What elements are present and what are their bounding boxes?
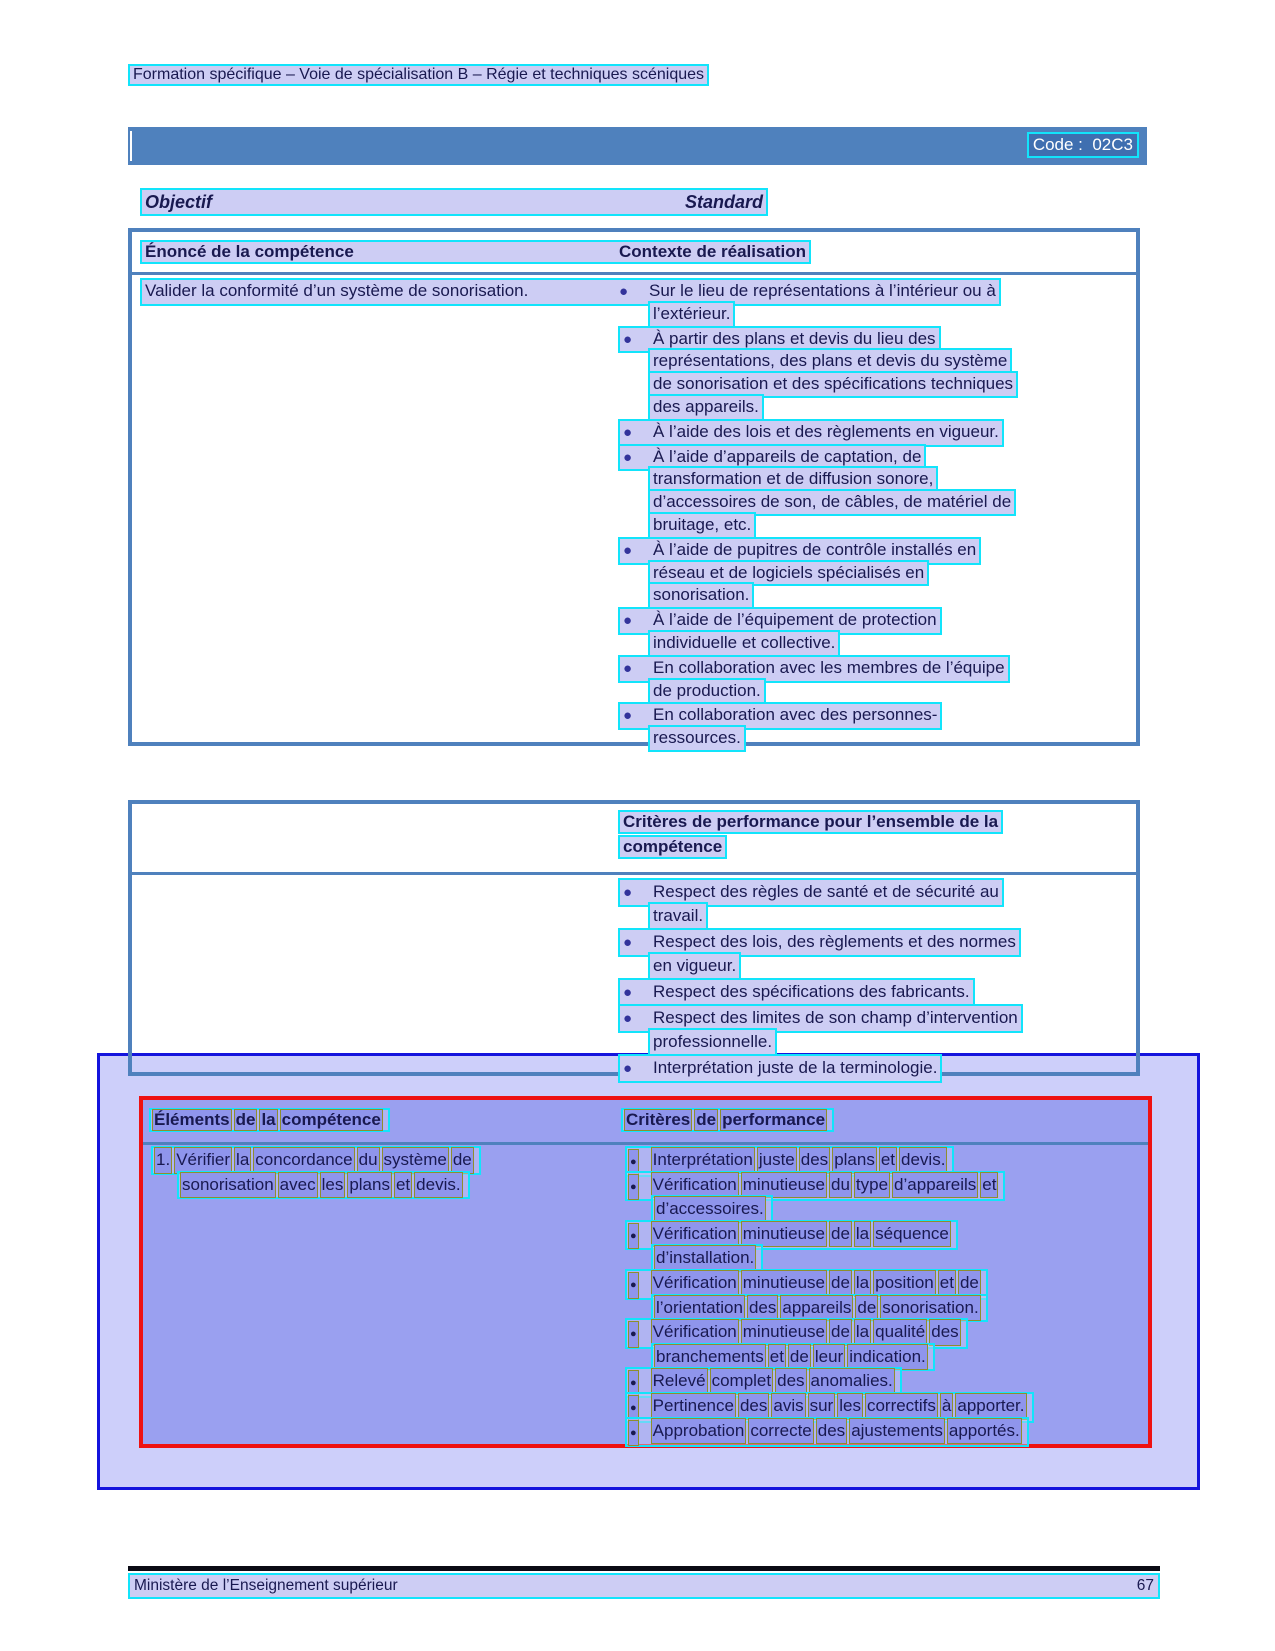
bullet-icon: ● — [629, 1150, 638, 1175]
line-highlight: ● À l’aide de pupitres de contrôle installés en — [618, 537, 981, 565]
elements-table-header — [149, 1108, 1139, 1132]
bullet-item — [132, 607, 1136, 653]
text-cursor — [130, 131, 132, 161]
word-box: la — [261, 1110, 276, 1129]
word-box: juste — [758, 1148, 796, 1173]
word-box: Vérifier — [175, 1148, 231, 1173]
objectif-standard-row — [140, 188, 768, 216]
word-box: ajustements — [850, 1419, 944, 1444]
bullet-icon: ● — [629, 1224, 638, 1249]
word-box: Vérification — [652, 1271, 738, 1296]
line-highlight: ● À l’aide des lois et des règlements en vigueur. — [618, 419, 1004, 447]
word-box: apporter. — [956, 1394, 1025, 1419]
word-box: de — [830, 1271, 851, 1296]
word-box: de — [959, 1271, 980, 1296]
bullet-item — [132, 978, 1136, 1002]
word-box: minutieuse — [742, 1222, 826, 1247]
competence-context-table — [128, 228, 1140, 746]
word-box: Pertinence — [652, 1394, 735, 1419]
word-box: compétence — [281, 1110, 381, 1129]
bullet-icon: ● — [623, 984, 633, 1001]
bullet-item — [132, 444, 1136, 535]
bullet-icon: ● — [623, 541, 633, 559]
word-box: des — [739, 1394, 768, 1419]
word-box: qualité — [874, 1320, 926, 1345]
word-box: les — [321, 1173, 345, 1198]
table1-context-bullets — [132, 278, 1136, 750]
word-box: des — [930, 1320, 959, 1345]
bullet-icon: ● — [623, 1060, 633, 1077]
bullet-icon: ● — [623, 1010, 633, 1027]
word-box: et — [939, 1271, 955, 1296]
line-highlight: des appareils. — [648, 394, 764, 421]
word-box: avis — [772, 1394, 804, 1419]
bullet-line — [618, 878, 1136, 902]
word-box: Vérification — [652, 1222, 738, 1247]
word-box: 1. — [155, 1148, 171, 1173]
word-box: à — [941, 1394, 952, 1419]
table2-criteria-bullets — [132, 878, 1136, 1080]
line-highlight: ressources. — [648, 725, 746, 752]
criteria-line — [625, 1269, 1148, 1294]
word-box: de — [856, 1296, 877, 1321]
word-box: concordance — [254, 1148, 353, 1173]
running-head-text: Formation spécifique – Voie de spécialisation B – Régie et techniques scéniques — [128, 64, 709, 86]
word-box: Vérification — [652, 1320, 738, 1345]
bullet-line — [618, 326, 1136, 349]
bullet-line — [618, 978, 1136, 1002]
bullet-icon: ● — [623, 707, 633, 725]
bullet-line — [648, 371, 1136, 394]
bullet-line — [140, 278, 1136, 301]
word-box: anomalies. — [810, 1369, 894, 1394]
line-highlight: réseau et de logiciels spécialisés en — [648, 560, 929, 587]
bullet-line — [618, 1054, 1136, 1078]
criteria-line — [625, 1220, 1148, 1245]
word-box: de — [452, 1148, 473, 1173]
word-box: des — [800, 1148, 829, 1173]
bullet-item — [132, 878, 1136, 926]
line-highlight: bruitage, etc. — [648, 512, 756, 539]
bullet-icon: ● — [623, 659, 633, 677]
elements-header-left — [149, 1108, 390, 1132]
bullet-icon: ● — [629, 1322, 638, 1347]
bullet-line — [618, 655, 1136, 678]
criteria-line — [625, 1367, 1148, 1392]
line-highlight: ● À l’aide d’appareils de captation, de — [618, 444, 926, 472]
elements-header-divider — [143, 1142, 1148, 1145]
bullet-line — [618, 419, 1136, 442]
line-highlight — [625, 1417, 1029, 1448]
bullet-item — [132, 928, 1136, 976]
criteria-line — [625, 1318, 1148, 1343]
bullet-icon: ● — [629, 1396, 638, 1421]
elements-table — [139, 1096, 1152, 1448]
bullet-icon: ● — [629, 1273, 638, 1298]
word-box: plans — [348, 1173, 391, 1198]
word-box: complet — [711, 1369, 773, 1394]
word-box: avec — [279, 1173, 317, 1198]
word-box: apportés. — [948, 1419, 1021, 1444]
word-box: appareils — [781, 1296, 852, 1321]
criteria-line — [625, 1417, 1148, 1442]
line-highlight: travail. — [648, 902, 708, 930]
line-highlight: professionnelle. — [648, 1028, 777, 1056]
footer — [128, 1573, 1160, 1599]
word-box: et — [395, 1173, 411, 1198]
line-highlight: de production. — [648, 678, 766, 705]
line-highlight: ● En collaboration avec les membres de l’équipe — [618, 655, 1010, 683]
line-highlight: ● À partir des plans et devis du lieu des — [618, 326, 941, 354]
word-box: Critères — [626, 1110, 691, 1129]
bullet-icon: ● — [629, 1421, 638, 1446]
line-highlight: d’accessoires de son, de câbles, de matériel de — [648, 489, 1016, 516]
line-highlight: sonorisation. — [648, 582, 754, 609]
criteria-line — [625, 1171, 1148, 1196]
footer-rule — [128, 1566, 1160, 1571]
bullet-item — [132, 655, 1136, 701]
word-box: séquence — [874, 1222, 950, 1247]
line-highlight: ● Respect des lois, des règlements et des normes — [618, 928, 1021, 957]
word-box: branchements — [655, 1345, 765, 1370]
line-highlight: en vigueur. — [648, 952, 741, 980]
bullet-icon: ● — [629, 1371, 638, 1396]
line-highlight: transformation et de diffusion sonore, — [648, 466, 938, 493]
word-box: la — [855, 1320, 870, 1345]
line-highlight: de sonorisation et des spécifications techniques — [648, 371, 1018, 398]
word-box: minutieuse — [742, 1320, 826, 1345]
word-box: performance — [722, 1110, 826, 1129]
bullet-line — [618, 537, 1136, 560]
word-box: de — [830, 1320, 851, 1345]
line-highlight: ● À l’aide de l’équipement de protection — [618, 607, 942, 635]
word-box: la — [855, 1271, 870, 1296]
word-box: plans — [833, 1148, 876, 1173]
word-box: d’appareils — [893, 1173, 977, 1198]
line-highlight: ● En collaboration avec des personnes- — [618, 702, 942, 730]
bullet-line — [618, 928, 1136, 952]
word-box: devis. — [900, 1148, 946, 1173]
objectif-label: Objectif — [145, 192, 213, 212]
word-box: leur — [814, 1345, 844, 1370]
bullet-item — [132, 1004, 1136, 1052]
word-box: des — [817, 1419, 846, 1444]
line-highlight: représentations, des plans et devis du système — [648, 348, 1012, 375]
word-box: du — [358, 1148, 379, 1173]
table1-header-band — [140, 240, 811, 264]
bullet-item — [132, 419, 1136, 442]
word-box: d’installation. — [655, 1246, 755, 1271]
word-box: minutieuse — [742, 1271, 826, 1296]
word-box: de — [789, 1345, 810, 1370]
bullet-item — [132, 1054, 1136, 1078]
word-box: correcte — [749, 1419, 812, 1444]
bullet-icon: ● — [623, 423, 633, 441]
line-highlight: individuelle et collective. — [648, 630, 840, 657]
line-highlight: Valider la conformité d’un système de sonorisation. ● Sur le lieu de représentations à l’intérieur ou à — [140, 278, 1001, 306]
bullet-line — [648, 560, 1136, 583]
elements-header-right — [621, 1108, 834, 1132]
criteria-line — [651, 1294, 1148, 1319]
word-box: minutieuse — [742, 1173, 826, 1198]
table2-header-line: Critères de performance pour l’ensemble de la — [618, 810, 1003, 834]
word-box: Vérification — [652, 1173, 738, 1198]
table1-header-right: Contexte de réalisation — [619, 242, 807, 261]
word-box: la — [235, 1148, 250, 1173]
title-banner — [128, 127, 1147, 165]
bullet-icon: ● — [619, 283, 629, 300]
line-highlight: l’extérieur. — [648, 301, 735, 328]
bullet-icon: ● — [623, 934, 633, 951]
performance-criteria-table — [128, 800, 1140, 1076]
word-box: la — [855, 1222, 870, 1247]
bullet-item — [132, 702, 1136, 748]
word-box: et — [769, 1345, 785, 1370]
line-highlight: ● Respect des règles de santé et de sécurité au — [618, 878, 1004, 907]
word-box: de — [830, 1222, 851, 1247]
footer-text: Ministère de l’Enseignement supérieur — [134, 1577, 398, 1594]
bullet-line — [648, 466, 1136, 489]
line-highlight: ● Respect des limites de son champ d’intervention — [618, 1004, 1023, 1033]
word-box: indication. — [848, 1345, 927, 1370]
word-box: du — [830, 1173, 851, 1198]
table2-header — [618, 810, 1003, 860]
standard-label: Standard — [684, 192, 763, 212]
word-box: correctifs — [866, 1394, 937, 1419]
bullet-icon: ● — [623, 612, 633, 630]
word-box: Interprétation — [652, 1148, 754, 1173]
bullet-icon: ● — [629, 1175, 638, 1200]
word-box: position — [874, 1271, 935, 1296]
word-box: et — [981, 1173, 997, 1198]
word-box: système — [383, 1148, 448, 1173]
code-label: Code : 02C3 — [1027, 132, 1139, 158]
objectif-band — [140, 188, 768, 216]
word-box: et — [880, 1148, 896, 1173]
elements-criteria-bullets — [143, 1146, 1148, 1441]
criteria-line — [625, 1392, 1148, 1417]
word-box: de — [696, 1110, 717, 1129]
competence-statement: Valider la conformité d’un système de sonorisation. — [145, 281, 529, 300]
footer-page-number: 67 — [1136, 1577, 1154, 1594]
word-box: d’accessoires. — [655, 1197, 765, 1222]
bullet-icon: ● — [623, 448, 633, 466]
table2-header-divider — [132, 872, 1136, 875]
bullet-item — [132, 326, 1136, 417]
word-box: de — [235, 1110, 256, 1129]
bullet-line — [618, 702, 1136, 725]
bullet-item — [132, 278, 1136, 324]
table1-header — [140, 240, 811, 264]
bullet-icon: ● — [623, 884, 633, 901]
bullet-line — [648, 348, 1136, 371]
word-box: type — [855, 1173, 889, 1198]
table1-header-divider — [132, 272, 1136, 275]
word-box: des — [776, 1369, 805, 1394]
word-box: les — [838, 1394, 862, 1419]
bullet-line — [618, 444, 1136, 467]
word-box: sonorisation. — [881, 1296, 979, 1321]
word-box: des — [748, 1296, 777, 1321]
word-box: devis. — [415, 1173, 461, 1198]
running-head — [128, 64, 709, 86]
word-box: Approbation — [652, 1419, 746, 1444]
bullet-line — [618, 607, 1136, 630]
line-highlight: ● Respect des spécifications des fabricants. — [618, 978, 975, 1007]
bullet-line — [648, 489, 1136, 512]
bullet-line — [618, 1004, 1136, 1028]
table1-header-left: Énoncé de la compétence — [145, 242, 354, 261]
word-box: l’orientation — [655, 1296, 744, 1321]
word-box: sur — [809, 1394, 835, 1419]
criteria-line — [651, 1343, 1148, 1368]
bullet-icon: ● — [623, 330, 633, 348]
word-box: sonorisation — [181, 1173, 275, 1198]
word-box: Éléments — [154, 1110, 230, 1129]
word-box: Relevé — [652, 1369, 707, 1394]
criteria-line — [625, 1146, 1148, 1171]
bullet-item — [132, 537, 1136, 605]
table2-header-line: compétence — [618, 835, 727, 859]
line-highlight: ● Interprétation juste de la terminologie. — [618, 1054, 942, 1083]
